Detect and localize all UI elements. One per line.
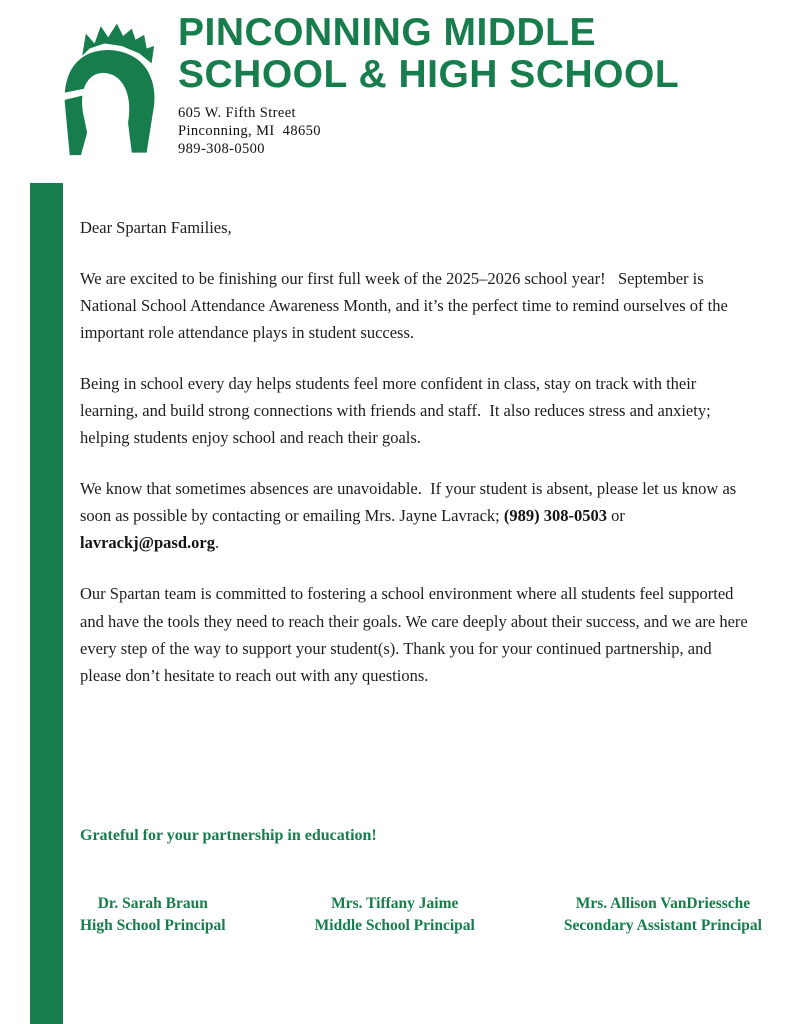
paragraph-2: Being in school every day helps students feel more confident in class, stay on track with their learning, and build strong connections with friends and staff. It also reduces stress and anxiety; helping students enjoy school and reach their goals. [80,374,715,448]
paragraph-1: We are excited to be finishing our first full week of the 2025–2026 school year! September is National School Attendance Awareness Month, and it’s the perfect time to remind ourselves of the important role attendance plays in student success. [80,269,732,343]
signature-block-secondary-assistant-principal [564,893,762,937]
address-phone: 989-308-0500 [178,140,265,157]
school-title-line1: PINCONNING MIDDLE [178,11,596,54]
address-street: 605 W. Fifth Street [178,105,296,122]
salutation: Dear Spartan Families, [80,218,232,237]
signer-name: Mrs. Tiffany Jaime [331,894,459,912]
spartan-helmet-icon [40,14,164,166]
school-title [178,12,768,96]
paragraph-3-text: We know that sometimes absences are unavoidable. If your student is absent, please let us know as soon as possible by contacting or emailing Mrs. Jayne Lavrack; [80,479,741,526]
school-title-line2: SCHOOL & HIGH SCHOOL [178,53,680,97]
letter-body [80,214,762,937]
school-address [178,105,768,158]
signature-block-high-school-principal [80,893,226,937]
paragraph-3-period: . [214,533,220,553]
paragraph-3-or: or [606,506,629,526]
signer-name: Mrs. Allison VanDriessche [575,894,751,912]
signature-block-middle-school-principal [315,893,475,937]
contact-phone-number: (989) 308-0503 [503,506,607,526]
signer-title: High School Principal [80,916,226,934]
signer-title: Secondary Assistant Principal [563,916,762,934]
signer-name: Dr. Sarah Braun [97,894,208,912]
closing-line: Grateful for your partnership in education! [80,826,377,844]
contact-email-address: lavrackj@pasd.org [80,533,215,553]
school-logo [40,14,164,166]
left-accent-bar [30,183,63,1024]
address-city-state-zip: Pinconning, MI 48650 [178,122,321,139]
signature-row [80,893,762,937]
paragraph-3 [80,475,750,556]
paragraph-4: Our Spartan team is committed to fostering a school environment where all students feel supported and have the tools they need to reach their goals. We care deeply about their success, and we are here every step of the way to support your student(s). Thank you for your continued partnership, and please don’t hesitate to reach out with any questions. [80,584,752,685]
signer-title: Middle School Principal [314,916,475,934]
letterhead [178,12,768,158]
